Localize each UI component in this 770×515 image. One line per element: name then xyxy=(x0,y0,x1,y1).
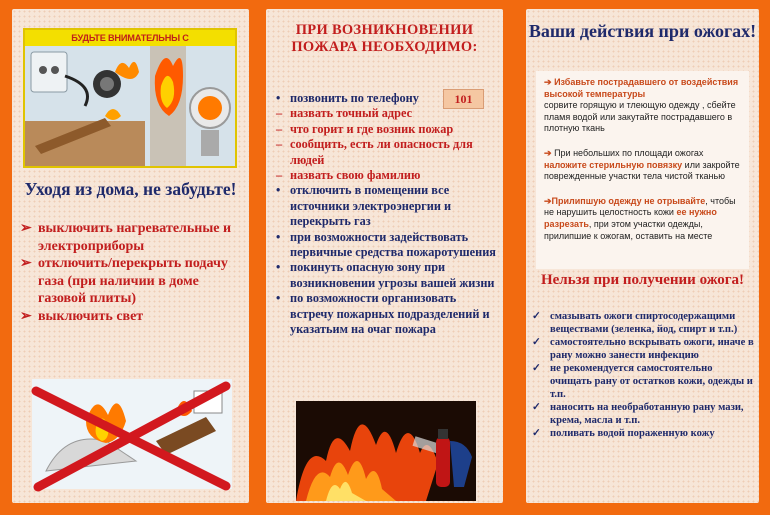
fire-actions-heading: ПРИ ВОЗНИКНОВЕНИИ ПОЖАРА НЕОБХОДИМО: xyxy=(291,22,478,55)
fire-extinguisher-photo xyxy=(296,401,476,501)
panel-burns xyxy=(526,9,759,503)
first-aid-paragraph: ➔Прилипшую одежду не отрывайте, чтобы не нарушить целостность кожи ее нужно разрезать, при этом участки одежды, прилипшие к ожогам, оставить на месте xyxy=(544,195,736,241)
list-item: • отключить в помещении все источники электроэнергии и перекрыть газ xyxy=(276,183,452,229)
checkmark-icon: ✓ xyxy=(532,311,541,322)
first-aid-paragraph: ➔ Избавьте пострадавшего от воздействия высокой температуры сорвите горящую и тлеющую одежду , сбейте пламя водой или закутайте пострадавшего в плотную ткань xyxy=(544,77,739,134)
arrow-right-icon: ➔ xyxy=(544,77,552,87)
list-item: ✓ самостоятельно вскрывать ожоги, иначе в рану можно занести инфекцию xyxy=(532,337,754,361)
list-item: ✓ наносить на необработанную рану мази, крема, масла и т.п. xyxy=(532,402,744,426)
list-item: ✓ поливать водой пораженную кожу xyxy=(532,428,715,440)
checkmark-icon: ✓ xyxy=(532,337,541,349)
list-item: ➢ выключить нагревательные и электроприборы xyxy=(20,221,232,254)
bullet-icon: • xyxy=(276,291,281,306)
emergency-phone-badge: 101 xyxy=(443,89,484,109)
burn-first-aid-box xyxy=(536,71,749,269)
bullet-icon: • xyxy=(276,183,281,198)
bullet-icon: • xyxy=(276,260,281,275)
list-subitem: – назвать точный адрес xyxy=(276,106,413,121)
arrow-right-icon: ➔ xyxy=(544,147,552,158)
electrical-hazards-illustration xyxy=(25,46,235,166)
list-item: • покинуть опасную зону при возникновении угрозы вашей жизни xyxy=(276,260,495,290)
leaving-home-list xyxy=(20,220,245,325)
crossed-out-appliances-icon xyxy=(26,351,236,493)
arrow-right-icon: ➔ xyxy=(544,195,552,206)
bullet-icon: • xyxy=(276,91,281,105)
poster-banner: БУДЬТЕ ВНИМАТЕЛЬНЫ С xyxy=(25,30,235,46)
checkmark-icon: ✓ xyxy=(532,363,541,375)
panel-fire-actions xyxy=(266,9,503,503)
list-item: • по возможности организовать встречу пожарных подразделений и указатьим на очаг пожара xyxy=(276,291,490,337)
arrow-bullet-icon: ➢ xyxy=(20,256,32,271)
arrow-bullet-icon: ➢ xyxy=(20,221,32,236)
checkmark-icon: ✓ xyxy=(532,402,541,414)
burns-prohibitions-list xyxy=(532,311,756,442)
bullet-icon: • xyxy=(276,229,281,244)
list-item: • при возможности задействовать первичные средства пожаротушения xyxy=(276,229,496,260)
arrow-bullet-icon: ➢ xyxy=(20,308,32,324)
checkmark-icon: ✓ xyxy=(532,428,541,440)
fire-actions-list xyxy=(274,91,500,338)
leaving-home-heading: Уходя из дома, не забудьте! xyxy=(24,179,237,199)
panel-leaving-home xyxy=(12,9,249,503)
list-subitem: – сообщить, есть ли опасность для людей xyxy=(276,137,473,167)
electro-safety-poster xyxy=(23,28,237,168)
burns-prohibitions-heading: Нельзя при получении ожога! xyxy=(540,272,745,288)
list-item: ✓ смазывать ожоги спиртосодержащими веществами (зеленка, йод, спирт и т.п.) xyxy=(532,311,738,335)
burns-actions-heading: Ваши действия при ожогах! xyxy=(528,21,757,41)
list-item: ➢ выключить свет xyxy=(20,308,144,324)
first-aid-paragraph: ➔ При небольших по площади ожогах наложите стерильную повязку или закройте поврежденные участки тела чистой тканью xyxy=(544,147,740,182)
list-item: ➢ отключить/перекрыть подачу газа (при наличии в доме газовой плиты) xyxy=(20,256,228,306)
list-item: ✓ не рекомендуется самостоятельно очищать рану от остатков кожи, одежды и т.п. xyxy=(532,363,753,400)
list-item: • позвонить по телефону xyxy=(276,91,419,105)
list-subitem: – что горит и где возник пожар xyxy=(276,121,454,136)
list-subitem: – назвать свою фамилию xyxy=(276,168,421,183)
